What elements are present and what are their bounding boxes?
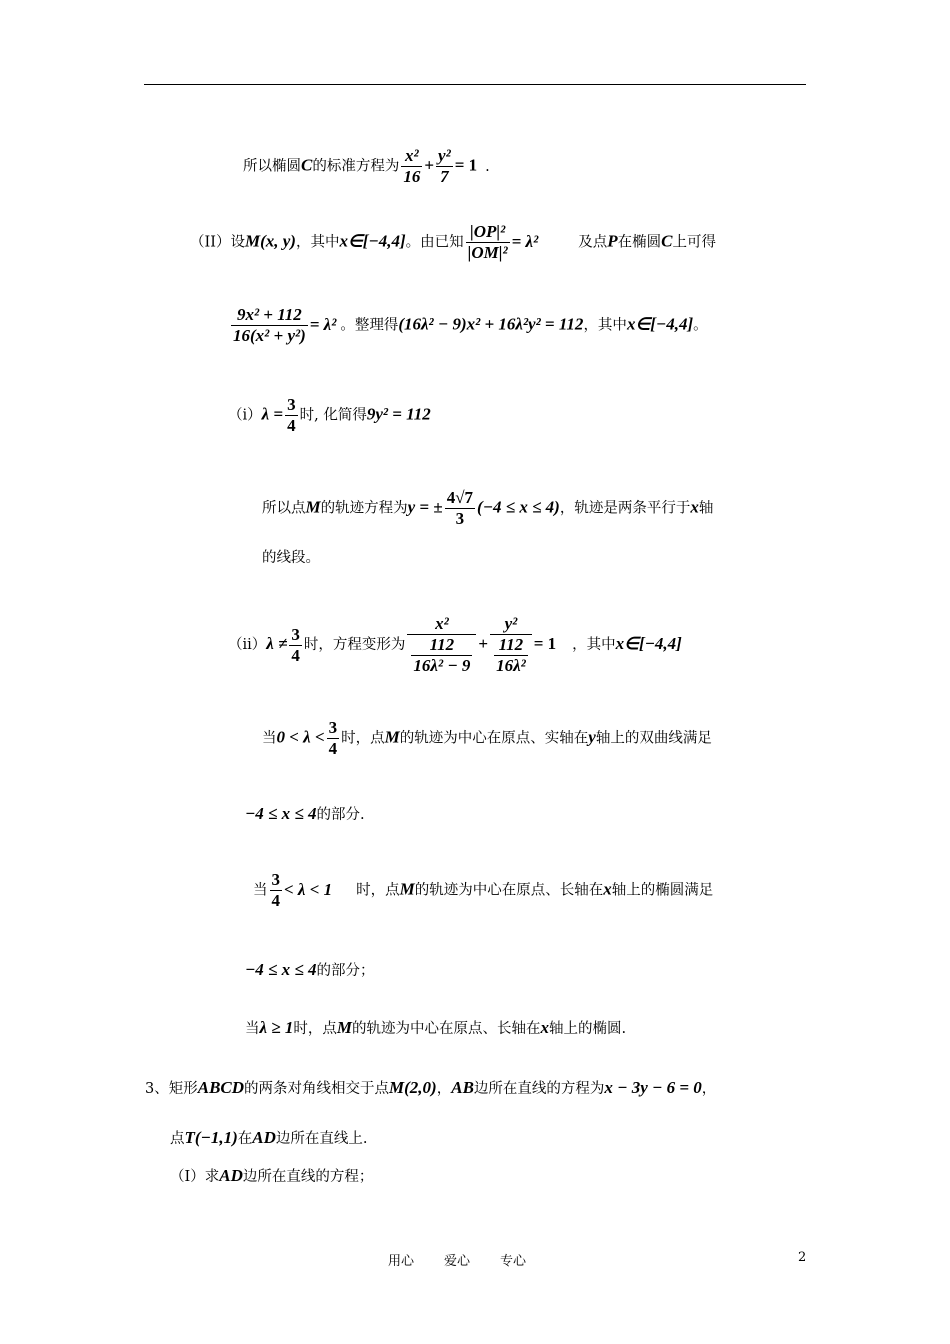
- denominator: 16(x² + y²): [233, 326, 306, 345]
- text: 轴上的双曲线满足: [595, 730, 712, 747]
- line-part-ii: [190, 222, 716, 263]
- math: ABCD: [197, 1078, 245, 1097]
- text: .: [485, 158, 490, 175]
- text: 当: [253, 882, 268, 899]
- text: 边所在直线上.: [275, 1131, 368, 1147]
- text: 时, 化简得: [299, 407, 367, 424]
- text: 轴上的椭圆满足: [611, 882, 714, 899]
- text: 所以点: [262, 500, 306, 517]
- text: （I）求: [170, 1169, 220, 1185]
- math: x∈[−4,4]: [626, 314, 694, 334]
- fraction: [445, 488, 475, 529]
- footer-text: 爱心: [444, 1254, 471, 1269]
- math-var: M: [384, 727, 400, 747]
- line-standard-equation: [243, 146, 490, 187]
- math: (−4 ≤ x ≤ 4): [477, 497, 560, 517]
- math: −4 ≤ x ≤ 4: [245, 804, 317, 823]
- text: 点: [170, 1131, 185, 1147]
- text: 的部分；: [316, 963, 375, 979]
- text: ，轨迹是两条平行于: [559, 500, 691, 517]
- line-segment: [262, 548, 320, 568]
- math: λ ≠: [266, 634, 288, 653]
- line-range-2: [245, 960, 374, 981]
- text: ，: [436, 1081, 452, 1097]
- math: AD: [219, 1166, 243, 1185]
- inner-fraction: [409, 635, 474, 676]
- fraction: [231, 305, 308, 346]
- text: 时，方程变形为: [303, 637, 406, 653]
- math: x − 3y − 6 = 0: [604, 1078, 702, 1097]
- text: 上可得: [672, 234, 716, 251]
- numerator: |OP|²: [466, 222, 510, 243]
- numerator: 3: [328, 718, 338, 737]
- math-op: = 1: [454, 155, 478, 175]
- text: 的线段。: [262, 550, 320, 566]
- denominator: 3: [455, 509, 465, 528]
- line-ellipse-full: [245, 1018, 626, 1039]
- math-var: x: [690, 497, 699, 517]
- compound-fraction: [407, 614, 476, 676]
- math: < λ < 1: [284, 879, 333, 899]
- line-question-i: [170, 1166, 373, 1187]
- math-var: x: [603, 879, 612, 899]
- line-case-i: [228, 395, 431, 436]
- compound-fraction: [490, 614, 532, 676]
- math: = λ²: [309, 314, 337, 334]
- math: T(−1,1): [184, 1128, 238, 1147]
- math-op: = 1: [533, 634, 557, 653]
- line-problem-3: [145, 1078, 716, 1099]
- numerator: 3: [287, 395, 296, 414]
- text: 时，点: [341, 730, 385, 747]
- text: （II）设: [190, 234, 245, 251]
- numerator: 9x² + 112: [231, 305, 308, 326]
- math-op: +: [424, 155, 435, 175]
- math: λ =: [261, 404, 284, 424]
- text: （i）: [228, 407, 262, 424]
- denominator: 16λ² − 9: [413, 656, 471, 675]
- fraction: [466, 222, 510, 263]
- line-ellipse-partial: [253, 870, 713, 911]
- math: M(2,0): [389, 1078, 437, 1097]
- text: 的轨迹为中心在原点、长轴在: [352, 1021, 541, 1037]
- text: 边所在直线的方程为: [473, 1081, 605, 1097]
- math: −4 ≤ x ≤ 4: [245, 960, 317, 979]
- line-simplify: [229, 305, 708, 346]
- math: (16λ² − 9)x² + 16λ²y² = 112: [398, 314, 584, 334]
- fraction: [270, 870, 283, 911]
- math: x∈[−4,4]: [615, 634, 682, 653]
- line-case-ii: [228, 614, 682, 676]
- footer-text: 用心: [388, 1254, 415, 1269]
- text: 。整理得: [340, 317, 399, 334]
- text: 3、矩形: [145, 1081, 198, 1097]
- math-var: C: [661, 231, 673, 251]
- text: 当: [245, 1021, 260, 1037]
- denominator: 16λ²: [496, 656, 526, 675]
- text: 及点: [578, 234, 608, 251]
- text: 。由已知: [405, 234, 464, 251]
- text: 当: [262, 730, 277, 747]
- numerator: 3: [291, 624, 300, 644]
- math: M(x, y): [244, 231, 296, 251]
- numerator: 112: [411, 635, 472, 656]
- numerator: y²: [438, 146, 451, 165]
- math: λ ≥ 1: [259, 1018, 294, 1037]
- denominator: |OM|²: [467, 243, 508, 262]
- math-var: x: [540, 1018, 550, 1037]
- math-op: +: [478, 634, 489, 653]
- denominator: 16: [403, 167, 421, 186]
- math: AB: [451, 1078, 474, 1097]
- math-var: C: [301, 155, 313, 175]
- line-point-t: [170, 1128, 368, 1149]
- text: 。: [693, 317, 708, 334]
- math-var: M: [305, 497, 321, 517]
- math: 9y² = 112: [366, 404, 431, 424]
- text: （ii）: [228, 637, 267, 653]
- numerator: 4√7: [446, 488, 474, 507]
- math: y = ±: [407, 497, 443, 517]
- text: 的标准方程为: [312, 158, 400, 175]
- denominator: 4: [328, 739, 338, 758]
- inner-fraction: [492, 635, 530, 676]
- footer: [388, 1250, 556, 1269]
- text: 在椭圆: [617, 234, 662, 251]
- math: x∈[−4,4]: [339, 231, 406, 251]
- text: 在: [237, 1131, 253, 1147]
- denominator: 4: [271, 891, 280, 910]
- denominator: 4: [291, 645, 300, 665]
- fraction: [436, 146, 453, 187]
- text: ，其中: [583, 317, 627, 334]
- text: 边所在直线的方程；: [242, 1169, 374, 1185]
- math: AD: [252, 1128, 276, 1147]
- numerator: y²: [490, 614, 532, 635]
- text: 的两条对角线相交于点: [244, 1081, 390, 1097]
- text: 的部分.: [316, 807, 365, 823]
- line-hyperbola: [262, 718, 712, 759]
- page-number: 2: [798, 1250, 807, 1265]
- text: 的轨迹方程为: [320, 500, 408, 517]
- numerator: 3: [271, 870, 280, 889]
- text: 轴上的椭圆.: [549, 1021, 627, 1037]
- text: 所以椭圆: [243, 158, 301, 175]
- fraction: [401, 146, 422, 187]
- math-var: M: [399, 879, 415, 899]
- math: 0 < λ <: [276, 727, 325, 747]
- text: 时，点: [356, 882, 400, 899]
- text: ，: [701, 1081, 717, 1097]
- numerator: x²: [407, 614, 476, 635]
- fraction: [327, 718, 340, 759]
- fraction: [285, 395, 298, 436]
- line-trajectory-i: [262, 488, 713, 529]
- numerator: 112: [494, 635, 528, 656]
- text: ，其中: [572, 637, 616, 653]
- math-var: M: [336, 1018, 353, 1037]
- math: = λ²: [511, 231, 539, 251]
- text: ，其中: [295, 234, 340, 251]
- math-var: P: [607, 231, 618, 251]
- text: 轴: [698, 500, 714, 517]
- line-range-1: [245, 804, 365, 825]
- numerator: x²: [401, 146, 422, 167]
- denominator: 4: [287, 416, 296, 435]
- text: 时，点: [293, 1021, 337, 1037]
- math-var: y: [588, 727, 596, 747]
- header-rule: [144, 84, 806, 85]
- footer-text: 专心: [500, 1254, 527, 1269]
- fraction: [289, 625, 302, 666]
- text: 的轨迹为中心在原点、长轴在: [414, 882, 604, 899]
- denominator: 7: [440, 167, 449, 186]
- text: 的轨迹为中心在原点、实轴在: [399, 730, 589, 747]
